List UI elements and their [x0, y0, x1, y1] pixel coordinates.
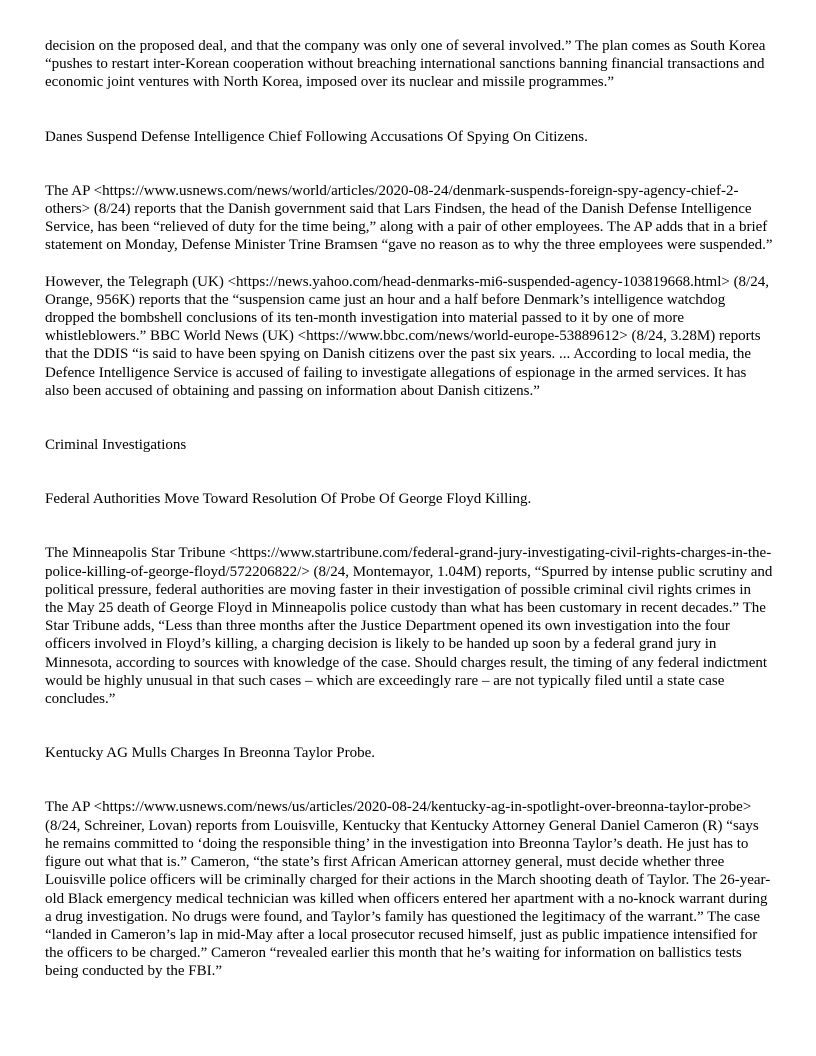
headline-danes-suspend-intelligence-chief: Danes Suspend Defense Intelligence Chief Following Accusations Of Spying On Citizens.: [45, 128, 588, 145]
headline-george-floyd-probe: Federal Authorities Move Toward Resolution Of Probe Of George Floyd Killing.: [45, 491, 532, 508]
paragraph-telegraph-bbc-report: However, the Telegraph (UK) <https://news.yahoo.com/head-denmarks-mi6-suspended-agency-103819668.html> (8/24, Orange, 956K) reports that the “suspension came just an hour and a half before Denmark’s intelligence watchdog dropped the bombshell conclusions of its ten-month investigation into material passed to it by one of more whistleblowers.” BBC World News (UK) <https://www.bbc.com/news/world-europe-53889612> (8/24, 3.28M) reports that the DDIS “is said to have been spying on Danish citizens over the past six years. ... According to local media, the Defence Intelligence Service is accused of failing to investigate allegations of espionage in the armed services. It has also been accused of obtaining and passing on information about Danish citizens.”: [45, 273, 769, 399]
paragraph-star-tribune-report: The Minneapolis Star Tribune <https://www.startribune.com/federal-grand-jury-investigating-civil-rights-charges-in-the-police-killing-of-george-floyd/572206822/> (8/24, Montemayor, 1.04M) reports, “Spurred by intense public scrutiny and political pressure, federal authorities are moving faster in their investigation of possible criminal civil rights crimes in the May 25 death of George Floyd in Minneapolis police custody than what has been customary in recent decades.” The Star Tribune adds, “Less than three months after the Justice Department opened its own investigation into the four officers involved in Floyd’s killing, a charging decision is likely to be handed up soon by a federal grand jury in Minnesota, according to sources with knowledge of the case. Should charges result, the timing of any federal indictment would be highly unusual in that such cases – which are exceedingly rare – are not typically filed until a state case concludes.”: [45, 545, 773, 708]
document-page: [45, 37, 773, 981]
section-heading-criminal-investigations: Criminal Investigations: [45, 437, 187, 454]
paragraph-ap-kentucky-report: The AP <https://www.usnews.com/news/us/articles/2020-08-24/kentucky-ag-in-spotlight-over-breonna-taylor-probe> (8/24, Schreiner, Lovan) reports from Louisville, Kentucky that Kentucky Attorney General Daniel Cameron (R) “says he remains committed to ‘doing the responsible thing’ in the investigation into Breonna Taylor’s death. He just has to figure out what that is.” Cameron, “the state’s first African American attorney general, must decide whether three Louisville police officers will be criminally charged for their actions in the March shooting death of Taylor. The 26-year-old Black emergency medical technician was killed when officers entered her apartment with a no-knock warrant during a drug investigation. No drugs were found, and Taylor’s family has questioned the legitimacy of the warrant.” The case “landed in Cameron’s lap in mid-May after a local prosecutor recused himself, just as public impatience intensified for the officers to be charged.” Cameron “revealed earlier this month that he’s waiting for information on ballistics tests being conducted by the FBI.”: [45, 799, 771, 980]
paragraph-korea-deal-continued: decision on the proposed deal, and that the company was only one of several involved.” The plan comes as South Korea “pushes to restart inter-Korean cooperation without breaching international sanctions banning financial transactions and economic joint ventures with North Korea, imposed over its nuclear and missile programmes.”: [45, 38, 766, 91]
paragraph-ap-denmark-report: The AP <https://www.usnews.com/news/world/articles/2020-08-24/denmark-suspends-foreign-spy-agency-chief-2-others> (8/24) reports that the Danish government said that Lars Findsen, the head of the Danish Defense Intelligence Service, has been “relieved of duty for the time being,” along with a pair of other employees. The AP adds that in a brief statement on Monday, Defense Minister Trine Bramsen “gave no reason as to why the three employees were suspended.”: [45, 182, 773, 254]
headline-breonna-taylor-probe: Kentucky AG Mulls Charges In Breonna Taylor Probe.: [45, 745, 376, 762]
